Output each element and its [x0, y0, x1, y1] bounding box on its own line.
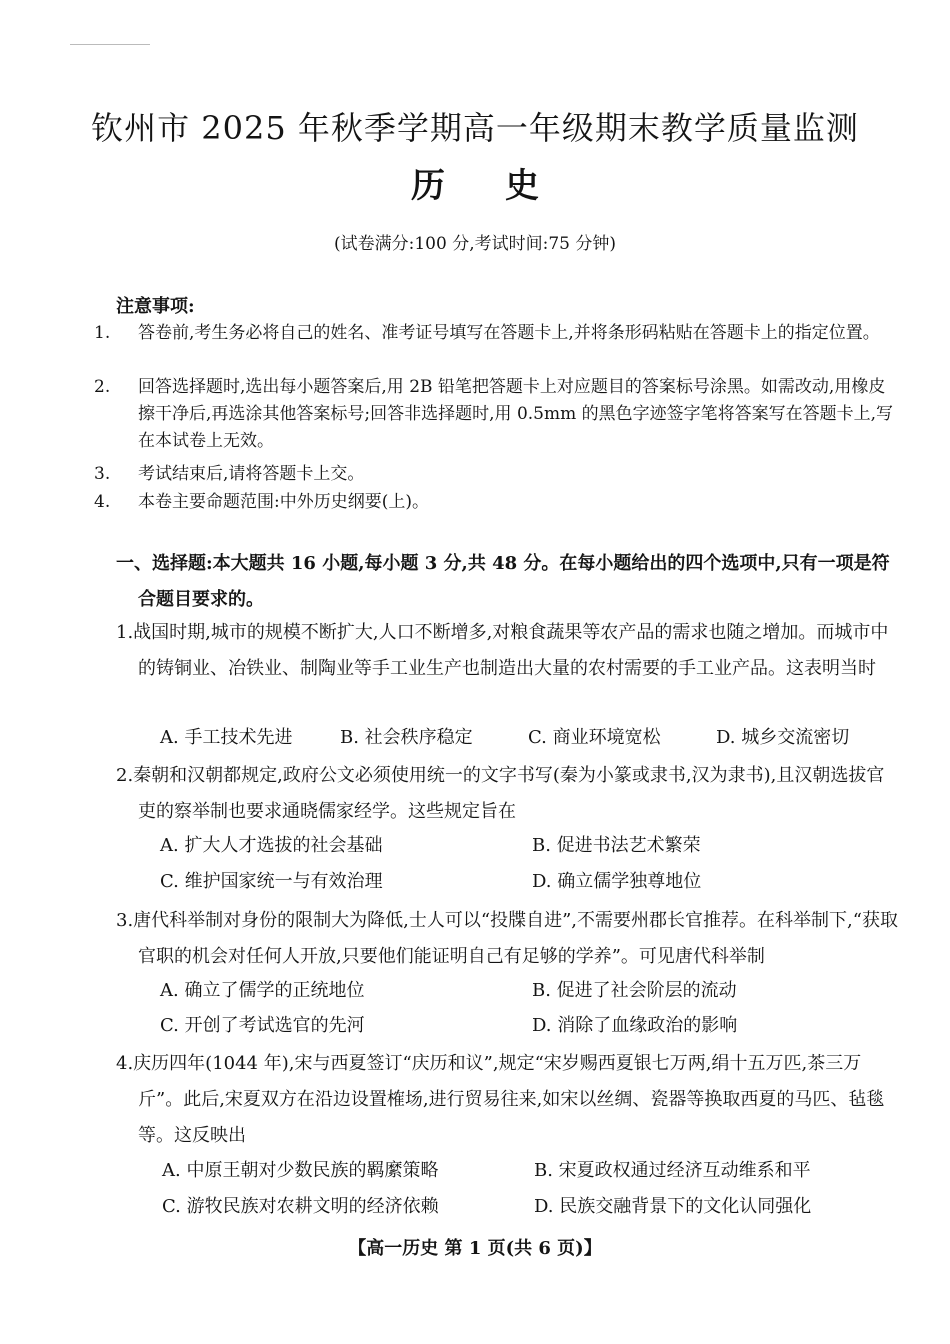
question-stem: 1.战国时期,城市的规模不断扩大,人口不断增多,对粮食蔬果等农产品的需求也随之增加。而城市中的铸铜业、冶铁业、制陶业等手工业生产也制造出大量的农村需要的手工业产品。这表明当时	[116, 622, 889, 679]
answer-option: C. 开创了考试选官的先河	[160, 1015, 365, 1036]
note-item	[94, 489, 898, 516]
top-rule	[70, 44, 150, 45]
answer-option: D. 民族交融背景下的文化认同强化	[534, 1196, 812, 1217]
note-text: 本卷主要命题范围:中外历史纲要(上)。	[138, 492, 429, 512]
answer-option: B. 宋夏政权通过经济互动维系和平	[534, 1160, 811, 1181]
answer-option: D. 消除了血缘政治的影响	[532, 1015, 738, 1036]
answer-option: C. 游牧民族对农耕文明的经济依赖	[162, 1196, 439, 1217]
answer-option: A. 扩大人才选拔的社会基础	[160, 835, 383, 856]
exam-meta: (试卷满分:100 分,考试时间:75 分钟)	[333, 234, 616, 254]
note-text: 答卷前,考生务必将自己的姓名、准考证号填写在答题卡上,并将条形码粘贴在答题卡上的指定位置。	[138, 323, 880, 343]
note-item	[94, 461, 898, 488]
exam-title: 钦州市 2025 年秋季学期高一年级期末教学质量监测	[91, 109, 859, 147]
notes-heading: 注意事项:	[116, 296, 195, 317]
note-number: 1.	[94, 323, 111, 343]
note-text: 回答选择题时,选出每小题答案后,用 2B 铅笔把答题卡上对应题目的答案标号涂黑。如需改动,用橡皮擦干净后,再选涂其他答案标号;回答非选择题时,用 0.5mm 的黑色字迹签字笔将答案写在答题卡上,写在本试卷上无效。	[138, 377, 894, 451]
answer-option: C. 商业环境宽松	[528, 727, 661, 748]
note-item	[94, 320, 898, 347]
question-stem: 3.唐代科举制对身份的限制大为降低,士人可以“投牒自进”,不需要州郡长官推荐。在科举制下,“获取官职的机会对任何人开放,只要他们能证明自己有足够的学养”。可见唐代科举制	[116, 910, 898, 967]
answer-option: A. 确立了儒学的正统地位	[160, 980, 365, 1001]
page-footer: 【高一历史 第 1 页(共 6 页)】	[348, 1238, 602, 1259]
note-number: 2.	[94, 377, 111, 397]
answer-option: B. 促进了社会阶层的流动	[532, 980, 737, 1001]
subject-title: 历史	[411, 166, 599, 206]
answer-option: B. 社会秩序稳定	[340, 727, 473, 748]
question-stem: 2.秦朝和汉朝都规定,政府公文必须使用统一的文字书写(秦为小篆或隶书,汉为隶书),且汉朝选拔官吏的察举制也要求通晓儒家经学。这些规定旨在	[116, 765, 885, 822]
note-number: 3.	[94, 464, 111, 484]
answer-option: C. 维护国家统一与有效治理	[160, 871, 383, 892]
section-heading: 一、选择题:本大题共 16 小题,每小题 3 分,共 48 分。在每小题给出的四个选项中,只有一项是符合题目要求的。	[116, 553, 890, 610]
answer-option: D. 确立儒学独尊地位	[532, 871, 702, 892]
answer-option: A. 手工技术先进	[160, 727, 293, 748]
answer-option: B. 促进书法艺术繁荣	[532, 835, 701, 856]
note-number: 4.	[94, 492, 111, 512]
note-item	[94, 374, 898, 455]
answer-option: D. 城乡交流密切	[716, 727, 850, 748]
question-stem: 4.庆历四年(1044 年),宋与西夏签订“庆历和议”,规定“宋岁赐西夏银七万两,绢十五万匹,茶三万斤”。此后,宋夏双方在沿边设置榷场,进行贸易往来,如宋以丝绸、瓷器等换取西夏的马匹、毡毯等。这反映出	[116, 1053, 885, 1146]
answer-option: A. 中原王朝对少数民族的羁縻策略	[162, 1160, 439, 1181]
note-text: 考试结束后,请将答题卡上交。	[138, 464, 365, 484]
